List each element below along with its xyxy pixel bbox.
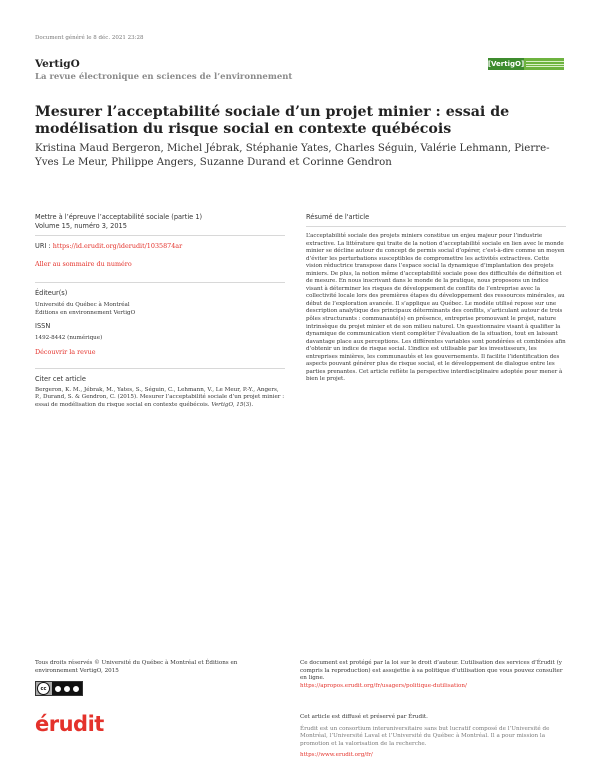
uri-line — [35, 242, 285, 251]
uri-label: URI : — [35, 242, 53, 251]
journal-subtitle: La revue électronique en sciences de l’environnement — [35, 72, 293, 82]
citation-text: Bergeron, K. M., Jébrak, M., Yates, S., Séguin, C., Lehmann, V., Le Meur, P.-Y., Angers, P., Durand, S. & Gendron, C. (2015). Mesurer l’acceptabilité sociale d’un projet minier : essai de modélisation du risque social en contexte québécois. VertigO, 15(3). — [35, 386, 285, 408]
nd-icon — [72, 685, 80, 693]
creative-commons-badge[interactable] — [35, 681, 83, 696]
nc-icon — [63, 685, 71, 693]
rights-notice: Tous droits réservés © Université du Québec à Montréal et Éditions en environnement VertigO, 2015 — [35, 660, 238, 674]
publisher-label: Éditeur(s) — [35, 289, 68, 298]
publisher-line-1: Université du Québec à Montréal — [35, 301, 130, 308]
summary-link[interactable]: Aller au sommaire du numéro — [35, 259, 132, 268]
vertigo-logo-text: [VertigO] — [487, 60, 525, 68]
erudit-link[interactable]: https://www.erudit.org/fr/ — [300, 752, 373, 759]
abstract-column — [306, 213, 566, 384]
cite-label: Citer cet article — [35, 374, 86, 383]
cc-license-icons — [52, 682, 82, 695]
vertigo-logo-lines — [524, 58, 564, 70]
cc-icon: cc — [37, 682, 50, 695]
publisher-line-2: Éditions en environnement VertigO — [35, 309, 136, 316]
uri-link[interactable]: https://id.erudit.org/iderudit/1035874ar — [52, 242, 183, 251]
issn-value: 1492-8442 (numérique) — [35, 334, 103, 341]
issue-volume: Volume 15, numéro 3, 2015 — [35, 221, 127, 230]
divider — [35, 282, 285, 283]
by-icon — [54, 685, 62, 693]
generated-date: Document généré le 8 déc. 2021 23:28 — [35, 35, 144, 41]
policy-link[interactable]: https://apropos.erudit.org/fr/usagers/politique-dutilisation/ — [300, 682, 467, 689]
metadata-column — [35, 213, 285, 409]
article-title: Mesurer l’acceptabilité sociale d’un projet minier : essai de modélisation du risque social en contexte québécois — [35, 104, 510, 137]
abstract-label: Résumé de l'article — [306, 213, 370, 221]
abstract-text: L’acceptabilité sociale des projets miniers constitue un enjeu majeur pour l’industrie extractive. La littérature qui traite de la notion d’acceptabilité sociale en lien avec le monde minier se décline autour du concept de permis social d’opérer, c’est-à-dire comme un moyen d’éviter les perturbations susceptibles de compromettre les activités extractives. Cette vision réductrice transpose dans l’espace social la dynamique d’implantation des projets miniers. De plus, la notion même d’acceptabilité sociale pose des difficultés de définition et de mesure. En nous inscrivant dans le monde de la pratique, nous proposons un indice visant à déterminer les risques de développement de conflits de l’entreprise avec la collectivité locale lors des premières étapes du développement des ressources minérales, au début de l’exploration avancée. Il s’applique au Québec. Le modèle utilisé repose sur une description analytique des principaux déterminants des conflits, s’articulant autour de trois pôles structurants : communauté(s) en présence, entreprise promouvant le projet, nature intrinsèque du projet minier et de son milieu naturel. Un questionnaire visant à qualifier la dynamique de communication vient compléter l’évaluation de la situation, tout en laissant davantage place aux perceptions. Les différentes variables sont pondérées et combinées afin d’obtenir un indice de risque social. L’indice est utilisable par les investisseurs, les entreprises minières, les communautés et les gouvernements. Il facilite l’identification des aspects pouvant générer plus de risque social, et le développement de dialogue entre les parties prenantes. Cet article reflète la perspective interdisciplinaire adoptée pour mener à bien le projet. — [306, 233, 566, 383]
erudit-logo: érudit — [35, 712, 104, 736]
divider — [35, 368, 285, 369]
copyright-notice — [300, 660, 565, 690]
diffusion-text: Cet article est diffusé et préservé par Érudit. — [300, 714, 428, 720]
journal-name: VertigO — [35, 58, 80, 70]
issue-theme: Mettre à l’épreuve l’acceptabilité sociale (partie 1) — [35, 213, 203, 221]
vertigo-logo — [488, 58, 564, 70]
erudit-notice — [300, 714, 565, 760]
divider — [306, 226, 566, 227]
divider — [35, 235, 285, 236]
consortium-text: Érudit est un consortium interuniversitaire sans but lucratif composé de l’Université de Montréal, l’Université Laval et l’Université du Québec à Montréal. Il a pour mission la promotion et la valorisation de la recherche. — [300, 725, 550, 747]
issn-label: ISSN — [35, 322, 51, 331]
article-authors: Kristina Maud Bergeron, Michel Jébrak, Stéphanie Yates, Charles Séguin, Valérie Lehmann, Pierre-Yves Le Meur, Philippe Angers, Suzanne Durand et Corinne Gendron — [35, 143, 550, 168]
discover-link[interactable]: Découvrir la revue — [35, 348, 96, 357]
copyright-text: Ce document est protégé par la loi sur le droit d’auteur. L’utilisation des services d’Érudit (y compris la reproduction) est assujettie à sa politique d’utilisation que vous pouvez consulter en ligne. — [300, 660, 563, 682]
